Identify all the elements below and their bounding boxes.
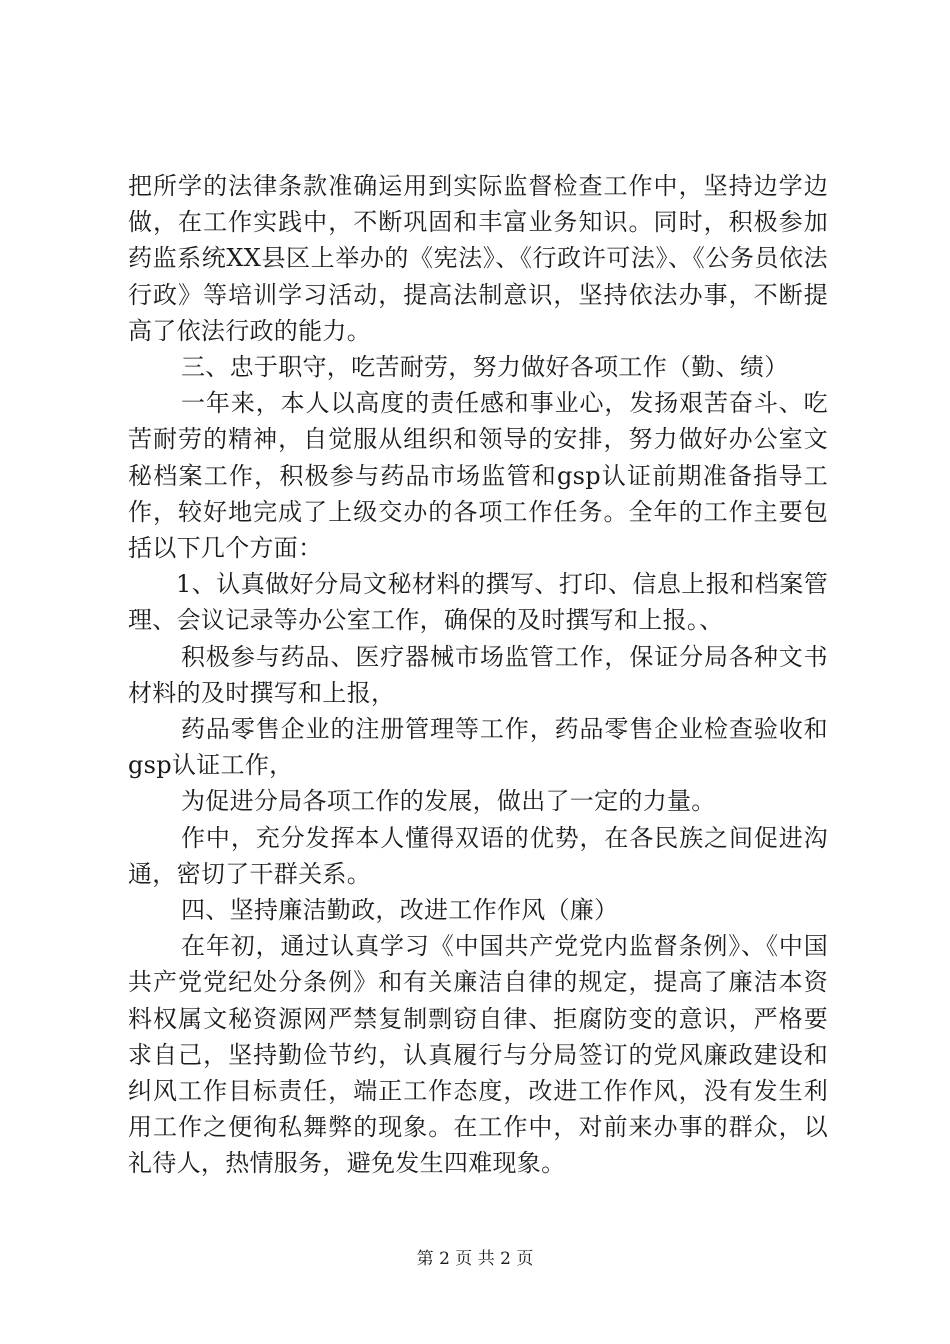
- paragraph-integrity: 在年初，通过认真学习《中国共产党党内监督条例》、《中国共产党党纪处分条例》和有关廉洁自律的规定，提高了廉洁本资料权属文秘资源网严禁复制剽窃自律、拒腐防变的意识，严格要求自己，坚持勤俭节约，认真履行与分局签订的党风廉政建设和纠风工作目标责任，端正工作态度，改进工作作风，没有发生利用工作之便徇私舞弊的现象。在工作中，对前来办事的群众，以礼待人，热情服务，避免发生四难现象。: [128, 932, 828, 1178]
- page-number-footer: 第 2 页 共 2 页: [416, 1249, 534, 1269]
- paragraph-year-review: 一年来，本人以高度的责任感和事业心，发扬艰苦奋斗、吃苦耐劳的精神，自觉服从组织和领导的安排，努力做好办公室文秘档案工作，积极参与药品市场监管和gsp认证前期准备指导工作，较好地完成了上级交办的各项工作任务。全年的工作主要包括以下几个方面：: [128, 389, 828, 563]
- paragraph-item-one: 1、认真做好分局文秘材料的撰写、打印、信息上报和档案管理、会议记录等办公室工作，确保的及时撰写和上报。、: [128, 570, 828, 635]
- paragraph-contribution: 为促进分局各项工作的发展，做出了一定的力量。: [181, 787, 716, 816]
- document-body: [128, 168, 828, 1182]
- paragraph-bilingual: 作中，充分发挥本人懂得双语的优势，在各民族之间促进沟通，密切了干群关系。: [128, 823, 828, 888]
- section-heading-four: 四、坚持廉洁勤政，改进工作作风（廉）: [181, 896, 619, 925]
- paragraph-retail-registration: 药品零售企业的注册管理等工作，药品零售企业检查验收和gsp认证工作，: [128, 715, 828, 780]
- section-heading-three: 三、忠于职守，吃苦耐劳，努力做好各项工作（勤、绩）: [181, 353, 789, 382]
- paragraph-market-supervision: 积极参与药品、医疗器械市场监管工作，保证分局各种文书材料的及时撰写和上报，: [128, 642, 828, 707]
- paragraph-law-study: 把所学的法律条款准确运用到实际监督检查工作中，坚持边学边做，在工作实践中，不断巩固和丰富业务知识。同时，积极参加药监系统XX县区上举办的《宪法》、《行政许可法》、《公务员依法行政》等培训学习活动，提高法制意识，坚持依法办事，不断提高了依法行政的能力。: [128, 172, 828, 345]
